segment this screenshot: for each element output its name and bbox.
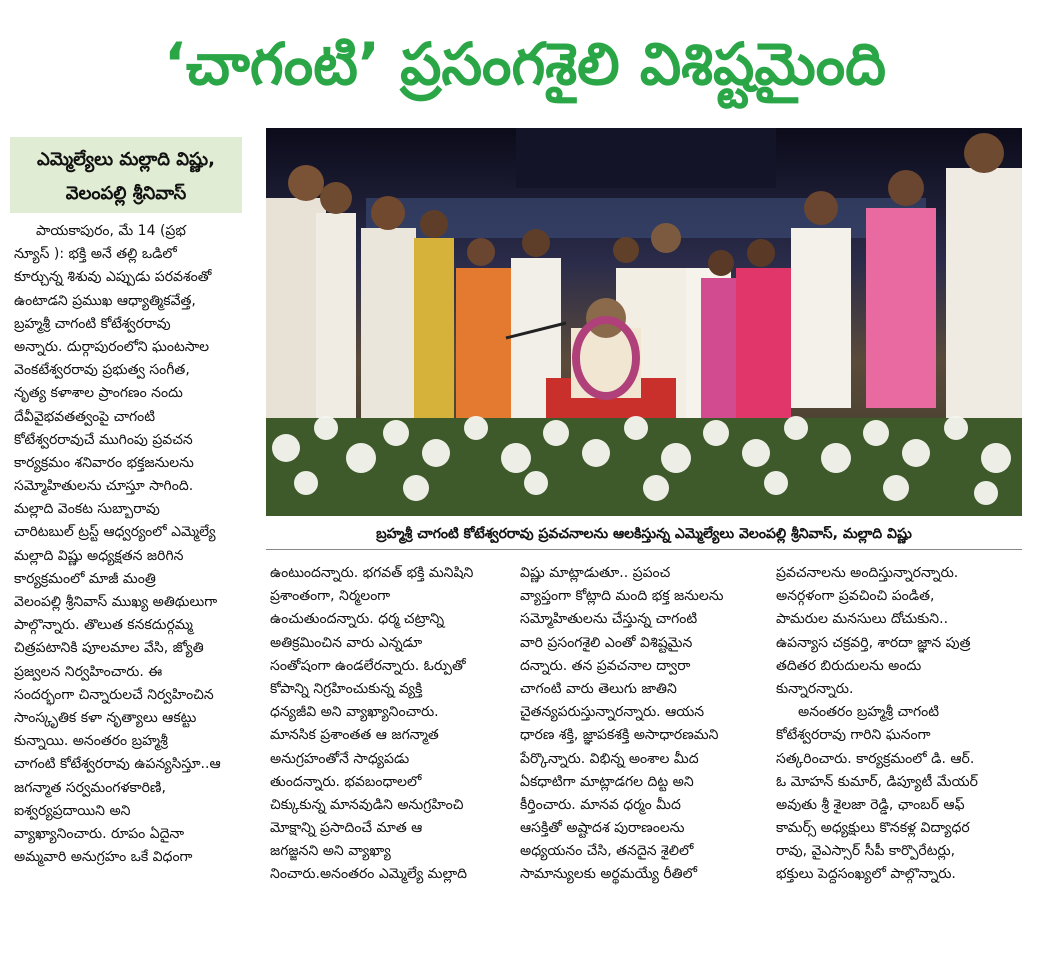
text-line: కోటేశ్వరరావు గారిని ఘనంగా [776,727,931,744]
text-line: అవుతు శ్రీ శైలజా రెడ్డి, ఛాంబర్ ఆఫ్ [776,796,965,813]
caption-divider [266,549,1022,550]
article-column-4 [776,562,1026,887]
text-line: ఉంటుందన్నారు. భగవత్ భక్తి మనిషిని [270,565,474,581]
text-line: చాగంటి వారు తెలుగు జాతిని [520,680,677,697]
text-line: నించారు.అనంతరం ఎమ్మెల్యే మల్లాది [270,866,468,883]
text-line: చారిటబుల్ ట్రస్ట్ ఆధ్వర్యంలో ఎమ్మెల్యే [14,524,216,541]
text-line: సత్కరించారు. కార్యక్రమంలో డి. ఆర్. [776,750,975,767]
text-line: జగజ్జనని అని వ్యాఖ్యా [270,843,391,860]
text-line: దేవీవైభవతత్వంపై చాగంటి [14,408,156,425]
text-line: పాయకాపురం, మే 14 (ప్రభ [36,223,186,239]
text-line: అతిక్రమించిన వారు ఎన్నడూ [270,634,423,651]
text-line: ప్రవచనాలను అందిస్తున్నారన్నారు. [776,565,959,581]
text-line: పాల్గొన్నారు. తొలుత కనకదుర్గమ్మ [14,617,193,634]
text-line: పామరుల మనసులు దోచుకుని.. [776,611,949,628]
text-line: చాగంటి కోటేశ్వరరావు ఉపన్యసిస్తూ..ఆ [14,756,221,773]
text-line: ఐశ్వర్యప్రదాయిని అని [14,802,131,819]
text-line: అనర్గళంగా ప్రవచించి పండిత, [776,588,935,605]
subheadline-line-1: ఎమ్మెల్యేలు మల్లాది విష్ణు, [37,149,215,170]
text-line: అమ్మవారి అనుగ్రహం ఒకే విధంగా [14,849,193,866]
text-line: చిత్రపటానికి పూలమాల వేసి, జ్యోతి [14,640,204,657]
text-line: నృత్య కళాశాల ప్రాంగణం నందు [14,385,183,402]
text-line: కీర్తించారు. మానవ ధర్మం మీద [520,796,681,813]
text-line: వ్యాఖ్యానించారు. రూపం ఏదైనా [14,825,185,842]
text-line: తదితర బిరుదులను అందు [776,657,922,674]
text-line: రావు, వైఎస్సార్ సీపీ కార్పొరేటర్లు, [776,843,956,860]
text-line: వెంకటేశ్వరరావు ప్రభుత్వ సంగీత, [14,362,190,379]
text-line: సంతోషంగా ఉండలేరన్నారు. ఓర్పుతో [270,657,466,674]
text-line: కోపాన్ని నిగ్రహించుకున్న వ్యక్తి [270,680,423,697]
text-line: వ్యాప్తంగా కోట్లాది మంది భక్త జనులను [520,588,724,605]
text-line: సామాన్యులకు అర్థమయ్యే రీతిలో [520,866,698,883]
text-line: అనంతరం బ్రహ్మశ్రీ చాగంటి [798,704,940,721]
text-line: అన్నారు. దుర్గాపురంలోని ఘంటసాల [14,338,210,355]
text-line: విష్ణు మాట్లాడుతూ.. ప్రపంచ [520,565,671,581]
text-line: తుందన్నారు. భవబంధాలలో [270,773,422,790]
text-line: పేర్కొన్నారు. విభిన్న అంశాల మీద [520,750,699,767]
headline: ‘చాగంటి’ ప్రసంగశైలి విశిష్టమైంది [163,30,887,98]
subheadline-line-2: వెలంపల్లి శ్రీనివాస్ [65,183,187,204]
text-line: అధ్యయనం చేసి, తనదైన శైలిలో [520,843,694,860]
text-line: మోక్షాన్ని ప్రసాదించే మాత ఆ [270,820,423,837]
text-line: భక్తులు పెద్దసంఖ్యలో పాల్గొన్నారు. [776,866,956,883]
text-line: సందర్భంగా చిన్నారులచే నిర్వహించిన [14,686,214,703]
text-line: వారి ప్రసంగశైలి ఎంతో విశిష్టమైన [520,634,693,651]
text-line: సమ్మోహితులను చేస్తున్న చాగంటి [520,611,698,628]
text-line: మల్లాది వెంకట సుబ్బారావు [14,501,160,518]
photo-caption: బ్రహ్మశ్రీ చాగంటి కోటేశ్వరరావు ప్రవచనాలను ఆలకిస్తున్న ఎమ్మెల్యేలు వెలంపల్లి శ్రీనివాస్, మల్లాది విష్ణు [376,526,912,542]
text-line: ఆసక్తితో అష్టాదశ పురాణంలను [520,820,685,837]
text-line: ప్రజ్వలన నిర్వహించారు. ఈ [14,663,163,680]
text-line: జగన్మాత సర్వమంగళకారిణి, [14,779,166,796]
text-line: దన్నారు. తన ప్రవచనాల ద్వారా [520,657,691,674]
text-line: కున్నాయి. అనంతరం బ్రహ్మశ్రీ [14,733,168,750]
text-line: కార్యక్రమంలో మాజీ మంత్రి [14,570,156,587]
text-line: కోటేశ్వరరావుచే ముగింపు ప్రవచన [14,431,193,448]
subheadline-box [10,137,242,213]
text-line: మానసిక ప్రశాంతత ఆ జగన్మాత [270,727,439,744]
text-line: చిక్కుకున్న మానవుడిని అనుగ్రహించి [270,796,464,813]
text-line: చైతన్యపరుస్తున్నారన్నారు. ఆయన [520,704,705,721]
stage-photo-illustration [266,128,1022,516]
text-line: న్యూస్ ): భక్తి అనే తల్లి ఒడిలో [14,246,177,263]
article-column-2 [270,562,510,887]
text-line: ధన్యజీవి అని వ్యాఖ్యానించారు. [270,704,439,721]
text-line: కూర్చున్న శిశువు ఎప్పుడు పరవశంతో [14,269,212,286]
text-line: వెలంపల్లి శ్రీనివాస్ ముఖ్య అతిథులుగా [14,594,218,610]
text-line: ఓ మోహన్ కుమార్, డిప్యూటీ మేయర్ [776,773,978,790]
text-line: కామర్స్ అధ్యక్షులు కొనకళ్ల విద్యాధర [776,820,970,837]
text-line: ధారణ శక్తి, జ్ఞాపకశక్తి అసాధారణమని [520,727,719,744]
text-line: ఉంటాడని ప్రముఖ ఆధ్యాత్మికవేత్త, [14,292,196,309]
text-line: ఏకధాటిగా మాట్లాడగల దిట్ట అని [520,773,694,790]
text-line: మల్లాది విష్ణు అధ్యక్షతన జరిగిన [14,547,184,564]
text-line: ప్రశాంతంగా, నిర్మలంగా [270,588,391,605]
text-line: సమ్మోహితులను చూస్తూ సాగింది. [14,478,194,495]
news-photo [266,128,1022,516]
text-line: ఉపన్యాస చక్రవర్తి, శారదా జ్ఞాన పుత్ర [776,634,971,651]
article-column-1 [14,220,252,869]
text-line: అనుగ్రహంతోనే సాధ్యపడు [270,750,410,767]
text-line: ఉంచుతుందన్నారు. ధర్మ చట్రాన్ని [270,611,445,628]
text-line: కున్నారన్నారు. [776,680,854,697]
article-column-3 [520,562,764,887]
text-line: బ్రహ్మశ్రీ చాగంటి కోటేశ్వరరావు [14,315,171,332]
text-line: కార్యక్రమం శనివారం భక్తజనులను [14,454,194,471]
text-line: సాంస్కృతిక కళా నృత్యాలు ఆకట్టు [14,709,197,726]
